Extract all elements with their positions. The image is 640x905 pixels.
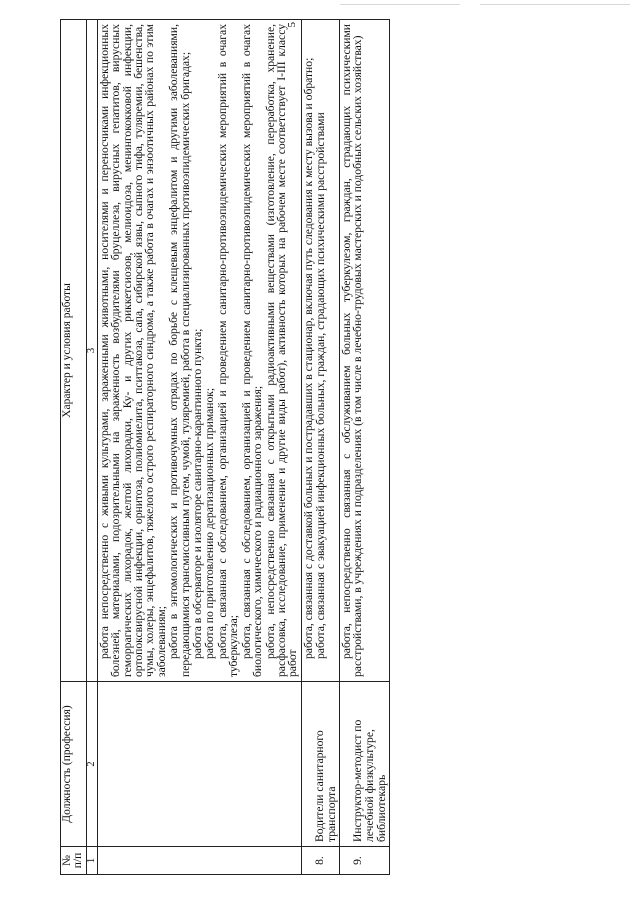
position-cell <box>97 682 301 847</box>
condition-paragraph: работа, связанная с эвакуацией инфекционных больных, граждан, страдающих психическими расстройствами <box>314 112 328 659</box>
table-header-row <box>61 20 87 875</box>
position-cell: Инструктор-методист по лечебной физкультуре, библиотекарь <box>339 682 389 847</box>
scan-artifact-line <box>340 4 460 5</box>
condition-paragraph: работа в обсерваторе и изоляторе санитарно-карантинного пункта; <box>191 328 205 659</box>
work-conditions-table <box>60 19 390 875</box>
position-cell: Водители санитарного транспорта <box>301 682 339 847</box>
condition-paragraph: работа в энтомологических и противочумных отрядах по борьбе с клещевым энцефалитом и другими заболеваниями, передающимися трансмиссивным путем, чумой, туляремией, работа в специализированных противоэпидемических бригадах; <box>167 24 192 677</box>
row-number: 9. <box>339 847 389 875</box>
condition-paragraph: работа, непосредственно связанная с открытыми радиоактивными веществами (изготовление, переработка, хранение, расфасовка, исследование, применение и другие виды работ), активность которых на рабочем месте соответствует I-III классу работ <box>263 24 300 677</box>
condition-paragraph: работа непосредственно с живыми культурами, зараженными животными, носителями и переносчиками инфекционных болезней, материалами, подозрительными на зараженность возбудителями бруцеллеза, вирусных гепатитов, вирусных геморрагических лихорадок, желтой лихорадки, Ку- и других риккетсиозов, мелиоидоза, менингококковой инфекции, ортопоксвирусной инфекции, орнитоза, полиомиелита, пситтакоза, сапа, сибирской язвы, сыпного тифа, туляремии, бешенства, чумы, холеры, энцефалитов, тяжелого острого респираторного синдрома, а также работа в очагах и энзоотичных районах по этим заболеваниям; <box>97 24 168 677</box>
condition-paragraph: работа, связанная с доставкой больных и пострадавших в стационар, включая путь следования к месту вызова и обратно; <box>301 57 315 659</box>
header-position: Должность (профессия) <box>61 682 87 847</box>
condition-paragraph: работа, связанная с обследованием, организацией и проведением санитарно-противоэпидемических мероприятий в очагах биологического, химического и радиационного заражения; <box>239 24 265 677</box>
rotated-page <box>60 20 605 875</box>
header-conditions: Характер и условия работы <box>61 20 87 682</box>
condition-paragraph: работа, непосредственно связанная с обслуживанием больных туберкулезом, граждан, страдающих психическими расстройствами, в учреждениях и подразделениях (в том числе в лечебно-трудовых мастерских и подобных сельских хозяйствах) <box>339 24 365 677</box>
column-number: 2 <box>86 682 97 847</box>
table-row <box>97 20 301 875</box>
row-number: 8. <box>301 847 339 875</box>
column-number: 3 <box>86 20 97 682</box>
header-number: № п/п <box>61 847 87 875</box>
column-number-row <box>86 20 97 875</box>
table-row <box>339 20 389 875</box>
column-number: 1 <box>86 847 97 875</box>
conditions-cell <box>339 20 389 682</box>
condition-paragraph: работа по приготовлению дератизационных приманок; <box>203 387 217 659</box>
conditions-cell <box>97 20 301 682</box>
conditions-cell <box>301 20 339 682</box>
row-number <box>97 847 301 875</box>
condition-paragraph: работа, связанная с обследованием, организацией и проведением санитарно-противоэпидемических мероприятий в очагах туберкулеза; <box>215 24 241 677</box>
scan-artifact-line <box>480 4 630 5</box>
table-row <box>301 20 339 875</box>
page-number: 5 <box>286 22 298 28</box>
